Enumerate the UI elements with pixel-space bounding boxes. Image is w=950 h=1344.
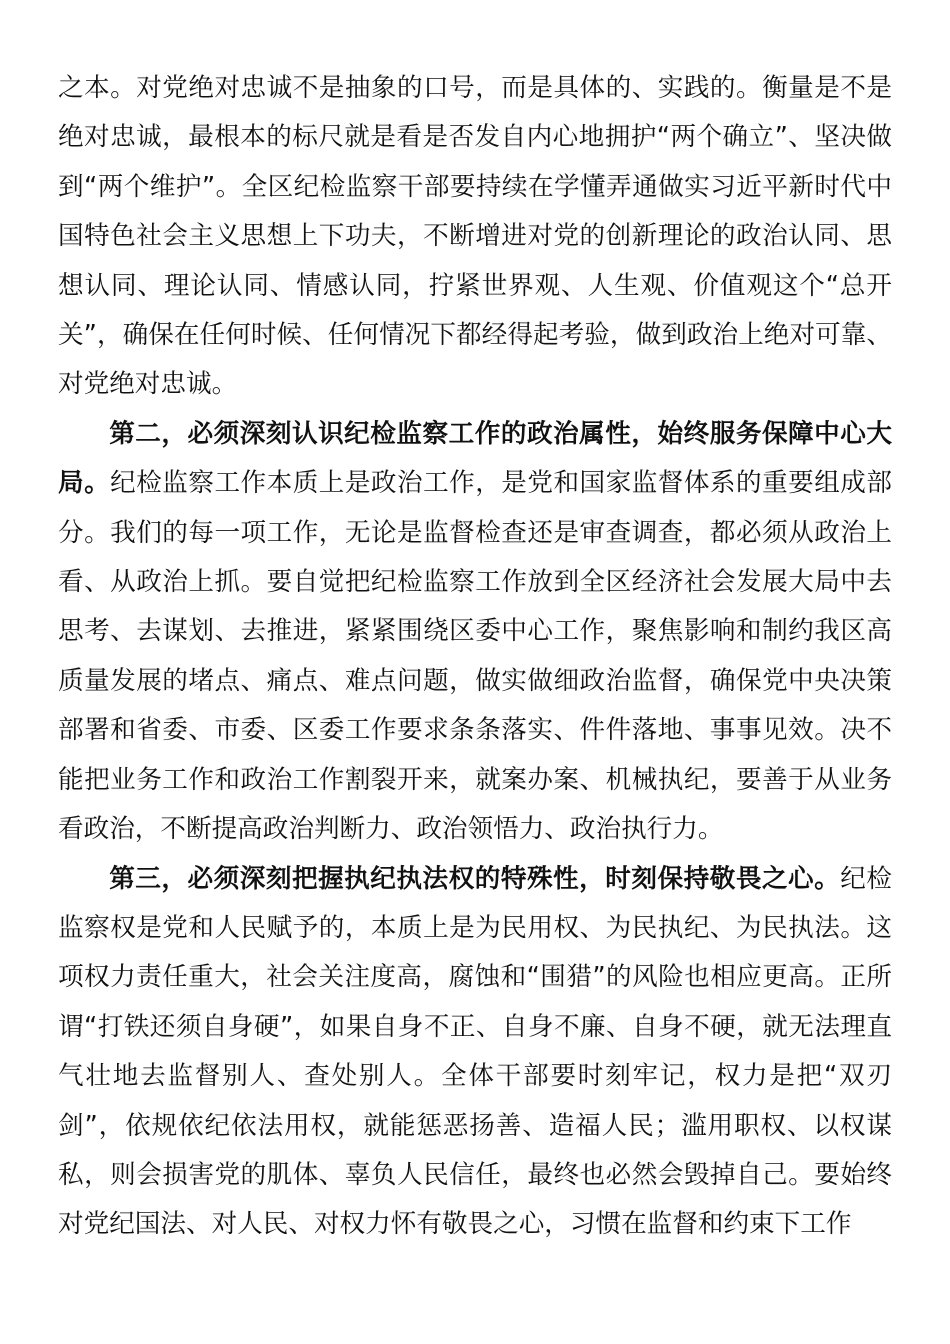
document-page bbox=[58, 64, 892, 1250]
paragraph-body: 之本。对党绝对忠诚不是抽象的口号，而是具体的、实践的。衡量是不是绝对忠诚，最根本的标尺就是看是否发自内心地拥护“两个确立”、坚决做到“两个维护”。全区纪检监察干部要持续在学懂弄通做实习近平新时代中国特色社会主义思想上下功夫，不断增进对党的创新理论的政治认同、思想认同、理论认同、情感认同，拧紧世界观、人生观、价值观这个“总开关”，确保在任何时候、任何情况下都经得起考验，做到政治上绝对可靠、对党绝对忠诚。 bbox=[58, 73, 892, 400]
paragraph-second-point bbox=[58, 410, 892, 855]
paragraph-heading: 第三，必须深刻把握执纪执法权的特殊性，时刻保持敬畏之心。 bbox=[109, 863, 841, 894]
paragraph-heading: 第二，必须深刻认识纪检监察工作的政治属性，始终服务保障中心大局。 bbox=[58, 418, 892, 499]
paragraph-body: 纪检监察工作本质上是政治工作，是党和国家监督体系的重要组成部分。我们的每一项工作，无论是监督检查还是审查调查，都必须从政治上看、从政治上抓。要自觉把纪检监察工作放到全区经济社会发展大局中去思考、去谋划、去推进，紧紧围绕区委中心工作，聚焦影响和制约我区高质量发展的堵点、痛点、难点问题，做实做细政治监督，确保党中央决策部署和省委、市委、区委工作要求条条落实、件件落地、事事见效。决不能把业务工作和政治工作割裂开来，就案办案、机械执纪，要善于从业务看政治，不断提高政治判断力、政治领悟力、政治执行力。 bbox=[58, 468, 892, 845]
paragraph-body: 纪检监察权是党和人民赋予的，本质上是为民用权、为民执纪、为民执法。这项权力责任重大，社会关注度高，腐蚀和“围猎”的风险也相应更高。正所谓“打铁还须自身硬”，如果自身不正、自身不廉、自身不硬，就无法理直气壮地去监督别人、查处别人。全体干部要时刻牢记，权力是把“双刃剑”，依规依纪依法用权，就能惩恶扬善、造福人民；滥用职权、以权谋私，则会损害党的肌体、辜负人民信任，最终也必然会毁掉自己。要始终对党纪国法、对人民、对权力怀有敬畏之心，习惯在监督和约束下工作 bbox=[58, 863, 892, 1240]
paragraph-third-point bbox=[58, 855, 892, 1250]
paragraph-continuation bbox=[58, 64, 892, 410]
